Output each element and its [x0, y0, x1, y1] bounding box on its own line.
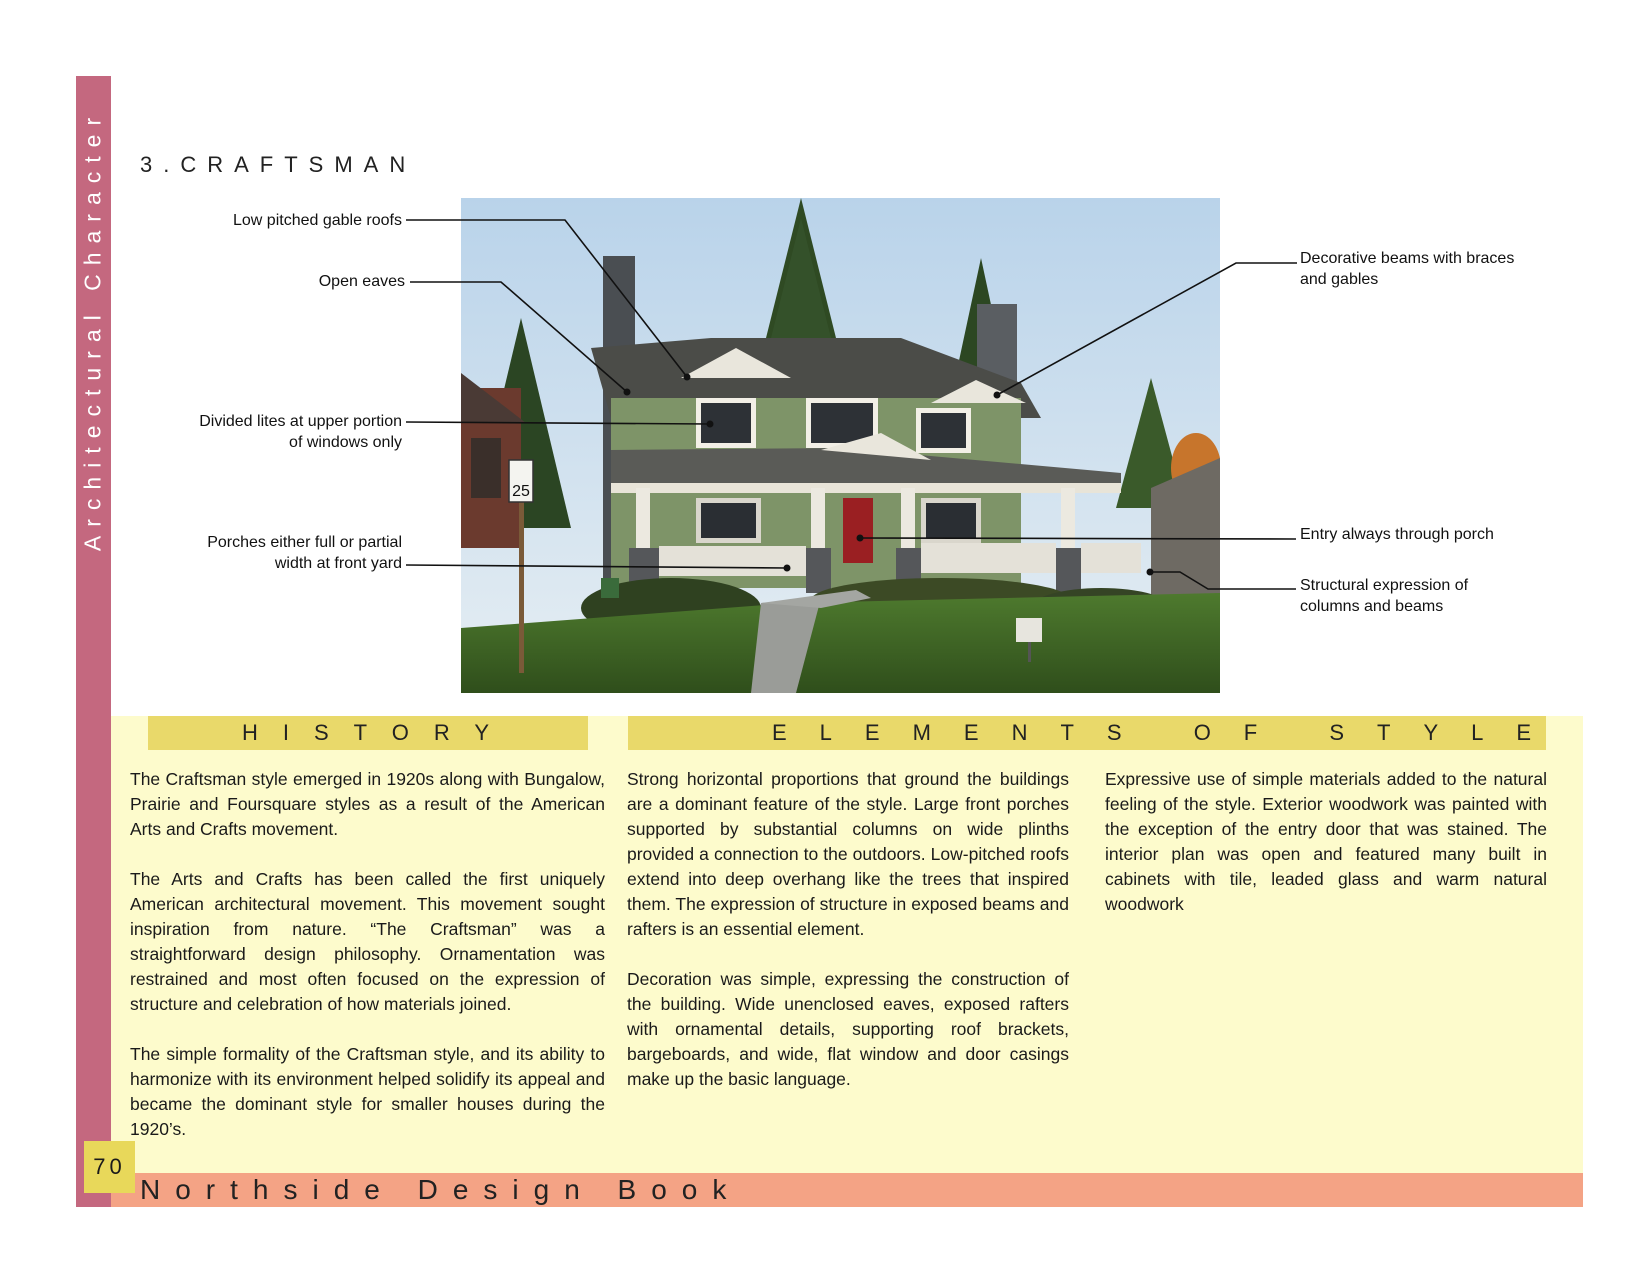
speed-sign-text: 25: [512, 483, 530, 500]
section-title: 3.CRAFTSMAN: [140, 152, 417, 177]
page-number: 70: [84, 1141, 135, 1193]
history-paragraph-1: The Craftsman style emerged in 1920s along with Bungalow, Prairie and Foursquare styles as a result of the American Arts and Crafts movement.: [130, 769, 605, 839]
callout-lites-line2: of windows only: [289, 434, 402, 451]
callout-gable-roofs: [233, 210, 402, 231]
callout-porch-line1: Porches either full or partial: [207, 534, 402, 551]
callout-beams-line2: and gables: [1300, 271, 1379, 288]
book-title: Northside Design Book: [140, 1174, 742, 1205]
elements-paragraph-2: Decoration was simple, expressing the construction of the building. Wide unenclosed eaves, exposed rafters with ornamental details, supporting roof brackets, bargeboards, and wide, flat window and door casings make up the basic language.: [627, 969, 1069, 1089]
callout-structure-line2: columns and beams: [1300, 598, 1444, 615]
elements-heading: ELEMENTS OF STYLE: [772, 720, 1565, 745]
house-illustration: [461, 198, 1220, 693]
history-paragraph-2: The Arts and Crafts has been called the first uniquely American architectural movement. This movement sought inspiration from nature. “The Craftsman” was a straightforward design philosophy. Ornamentation was restrained and most often focused on the expression of structure and celebration of how materials joined.: [130, 869, 605, 1014]
history-column: [130, 767, 605, 1167]
elements-column-2: [1105, 767, 1547, 942]
callout-structure-line1: Structural expression of: [1300, 577, 1469, 594]
history-paragraph-3: The simple formality of the Craftsman style, and its ability to harmonize with its environment helped solidify its appeal and became the dominant style for smaller houses during the 1920’s.: [130, 1044, 605, 1139]
callout-entry: [1300, 524, 1494, 545]
callout-beams-line1: Decorative beams with braces: [1300, 250, 1515, 267]
callout-gable-line1: Low pitched gable roofs: [233, 212, 402, 229]
history-heading: HISTORY: [242, 720, 514, 745]
callout-porches: [207, 532, 402, 574]
sidebar-title-text: Architectural Character: [79, 108, 106, 552]
callout-decorative-beams: [1300, 248, 1514, 290]
elements-column-1: [627, 767, 1069, 1117]
house-photo: [461, 198, 1220, 693]
callout-divided-lites: [199, 411, 402, 453]
callout-open-eaves: [319, 271, 405, 292]
callout-lites-line1: Divided lites at upper portion: [199, 413, 402, 430]
elements-paragraph-1: Strong horizontal proportions that ground the buildings are a dominant feature of the style. Large front porches supported by substantial columns on wide plinths provided a connection to the outdoors. Low-pitched roofs extend into deep overhang like the trees that inspired them. The expression of structure in exposed beams and rafters is an essential element.: [627, 769, 1069, 939]
callout-structural: [1300, 575, 1468, 617]
elements-paragraph-3: Expressive use of simple materials added to the natural feeling of the style. Exterior woodwork was painted with the exception of the entry door that was stained. The interior plan was open and featured many built in cabinets with tile, leaded glass and warm natural woodwork: [1105, 769, 1547, 914]
callout-porch-line2: width at front yard: [274, 555, 402, 572]
callout-entry-line1: Entry always through porch: [1300, 526, 1494, 543]
callout-eaves-line1: Open eaves: [318, 273, 405, 290]
